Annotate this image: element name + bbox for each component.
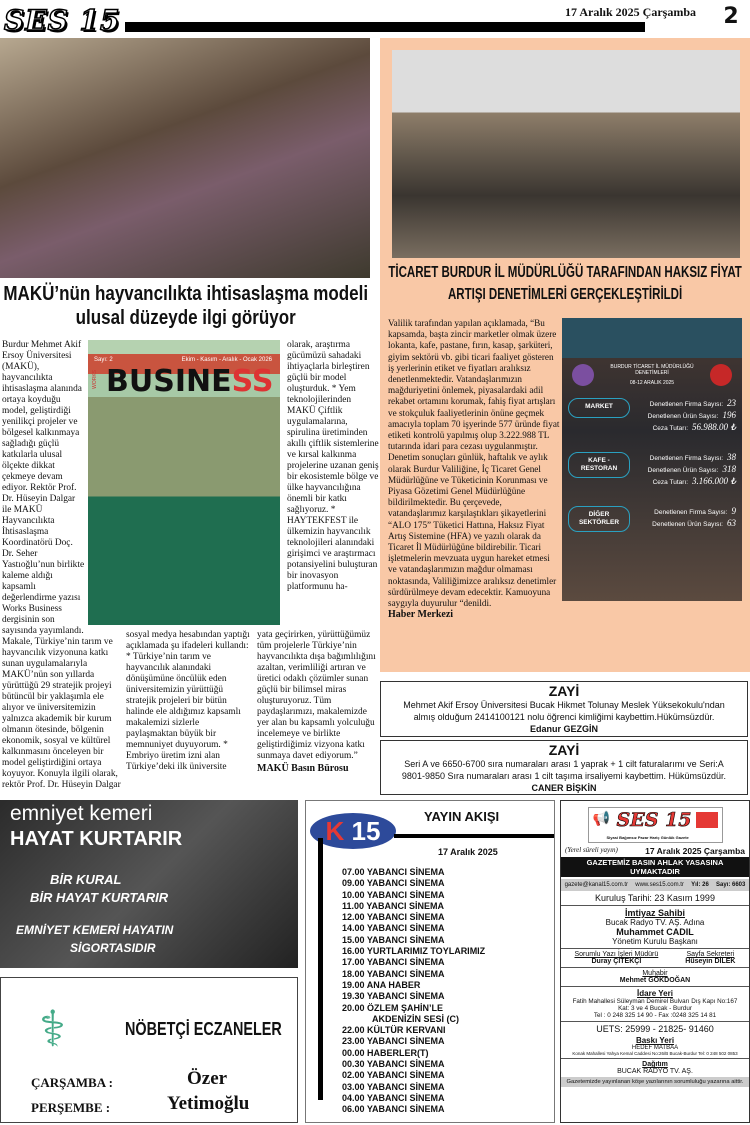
tv-program-item: 19.30 YABANCI SİNEMA [342, 991, 445, 1002]
story2-headline-box [384, 262, 746, 310]
store-photo [562, 318, 742, 358]
ad-line: emniyet kemeri [10, 802, 153, 825]
story1-headline-box [0, 282, 372, 332]
stat-row: Denetlenen Firma Sayısı: 38 [649, 452, 736, 462]
tv-program-item: 11.00 YABANCI SİNEMA [342, 900, 445, 911]
inspection-infographic [562, 318, 742, 601]
stat-row: Denetlenen Firma Sayısı: 9 [654, 506, 736, 516]
tv-program-item: 20.00 ÖZLEM ŞAHİN’LE [342, 1002, 444, 1013]
tv-program-item: 22.00 KÜLTÜR KERVANI [342, 1025, 446, 1036]
sector-other [568, 506, 736, 532]
tv-program-item: AKDENİZİN SESİ (C) [372, 1013, 460, 1024]
story2-text-wrap [388, 318, 560, 621]
story1-col3-wrap [257, 340, 379, 775]
tv-program-item: 19.00 ANA HABER [342, 979, 421, 990]
tv-program-item: 00.00 HABERLER(T) [342, 1047, 429, 1058]
masthead-box: 📢 SES 15 Siyasi Bağımsız Pazar Hariç Günlük Gazete (Yerel süreli yayın) 17 Aralık 2025 Çarşamba GAZETEMİZ BASIN AHLAK YASASINA UYMAKTADIR gazete@kanal15.com.tr www.ses15.com.tr Yıl: 26 Sayı: 6603 Kuruluş Tarihi: 23 Kasım 1999 İmtiyaz Sahibi Bucak Radyo TV. AŞ. Adına Muhammet CADIL Yönetim Kurulu Başkanı Sorumlu Yazı İşleri Müdürü Duray ÇİTEKÇİ Sayfa Sekreteri Hüseyin DİLEK Muhabir Mehmet GÖKDOĞAN İdare Yeri Fatih Mahallesi Süleyman Demirel Bulvarı Dış Kapı No:167 Kat: 3 ve 4 Bucak - Burdur Tel : 0 248 325 14 90 - Fax :0248 325 14 81 UETS: 25999 - 21825- 91460 Baskı Yeri HEDEF MATBAA Konak Mahallesi Yahya Kemal Caddesi No:26/B Bucak-Burdur Tel: 0 248 502 0853 Dağıtım BUCAK RADYO TV. AŞ. Gazetemizde yayınlanan köşe yazılarının sorumluluğu yazarına aittir. [560, 800, 750, 1123]
inspection-photo [392, 50, 740, 258]
stat-row: Denetlenen Ürün Sayısı: 63 [652, 518, 736, 528]
story2-headline: TİCARET BURDUR İL MÜDÜRLÜĞÜ TARAFINDAN HAKSIZ FİYAT ARTIŞI DENETİMLERİ GERÇEKLEŞTİRİLDİ [388, 264, 742, 303]
newspaper-logo: SES 15 [4, 4, 121, 37]
story1-headline: MAKÜ’nün hayvancılıkta ihtisaslaşma modeli ulusal düzeyde ilgi görüyor [3, 283, 369, 329]
magazine-months: Ekim - Kasım - Aralık - Ocak 2026 [181, 357, 272, 363]
stat-row: Ceza Tutarı: 3.166.000 ₺ [652, 476, 736, 486]
stat-row: Denetlenen Ürün Sayısı: 318 [647, 464, 736, 474]
notice-title: ZAYİ [548, 683, 580, 699]
ethics-banner: GAZETEMİZ BASIN AHLAK YASASINA UYMAKTADIR [561, 857, 749, 877]
group-photo [0, 38, 370, 278]
notice-name: Edanur GEZGİN [529, 724, 598, 734]
story1-col1-wrap [2, 340, 123, 791]
notice-title: ZAYİ [548, 742, 580, 758]
stat-row: Denetlenen Firma Sayısı: 23 [649, 398, 736, 408]
story2-byline: Haber Merkezi [388, 609, 454, 621]
page-number: 2 [723, 4, 739, 29]
lost-notice-1 [380, 681, 748, 737]
stat-row: Ceza Tutarı: 56.988.00 ₺ [652, 422, 736, 432]
megaphone-icon: 📢 [592, 810, 610, 826]
notice-text: Mehmet Akif Ersoy Üniversitesi Bucak Hikmet Tolunay Meslek Yüksekokulu'ndan almış olduğum 2414100121 nolu öğrenci kimliğimi kaybettim.Hükümsüzdür. [403, 700, 725, 722]
lost-notice-2 [380, 740, 748, 795]
ministry-seal-icon [710, 364, 732, 386]
tv-program-item: 02.00 YABANCI SİNEMA [342, 1070, 445, 1081]
pharmacy-day: PERŞEMBE : [31, 1100, 111, 1115]
ad-line: EMNİYET KEMERİ HAYATIN [16, 923, 174, 937]
ad-line: BİR HAYAT KURTARIR [30, 890, 169, 905]
infographic-title: BURDUR TİCARET İL MÜDÜRLÜĞÜ DENETİMLERİ [610, 364, 694, 376]
header-date: 17 Aralık 2025 Çarşamba [565, 5, 697, 19]
notice-name: CANER BİŞKİN [531, 783, 597, 793]
sector-market [568, 398, 736, 434]
tv-program-item: 10.00 YABANCI SİNEMA [342, 889, 445, 900]
pharmacy-name: Özer [187, 1068, 228, 1089]
masthead-footer: Gazetemizde yayınlanan köşe yazılarının sorumluluğu yazarına aittir. [561, 1077, 749, 1087]
story1-col1: Burdur Mehmet Akif Ersoy Üniversitesi (MAKÜ), hayvancılıkta ihtisaslaşma alanında ortaya koyduğu model, geliştirdiği yenilikçi projeler ve bölgesel kalkınmaya sağladığı güçlü katkılarla ulusal ölçekte dikkat çekmeye devam ediyor. Rektör Prof. Dr. Hüseyin Dalgar ile MAKÜ Hayvancılıkta İhtisaslaşma Koordinatörü Doç. Dr. Seher Yastıoğlu’nun birlikte kaleme aldığı kapsamlı değerlendirme yazısı Works Business dergisinin son sayısında yayımlandı. Makale, Türkiye’nin tarım ve hayvancılık vizyonuna katkı sunan uygulamalarıyla MAKÜ’nün son yıllarda yürüttüğü 29 stratejik projeyi bütüncül bir yaklaşımla ele alıyor ve üniversitemizin yalnızca akademik bir kurum olmanın ötesinde, bölgenin ekonomik, sosyal ve kültürel kalkınmasını önceleyen bir model geliştirdiğini ortaya koyuyor. Konuyla ilgili olarak, rektör Prof. Dr. Hüseyin Dalgar [2, 340, 121, 790]
tv-program-item: 16.00 YURTLARIMIZ TOYLARIMIZ [342, 946, 486, 957]
sector-pill: MARKET [568, 398, 630, 418]
magazine-brand: BUSINESS [106, 364, 274, 399]
ad-line: SİGORTASIDIR [70, 941, 156, 955]
turkish-flag-icon [696, 812, 718, 828]
sector-cafe [568, 452, 736, 488]
story1-col3a: olarak, araştırma gücümüzü sahadaki ihtiyaçlarla birleştiren güçlü bir model oluşturduk. * Yem teknolojilerinden MAKÜ Çiftlik uygulamalarına, spirulina üretiminden akıllı çiftlik sistemlerine ve kırsal kalkınma projelerine uzanan geniş bir ekosistemle bölge ve ülke hayvancılığına önemli bir katkı sağlıyoruz. * HAYTEKFEST ile ülkemizin hayvancılık teknolojileri alanındaki girişimci ve araştırmacı potansiyelini buluşturan bir inovasyon platformunu ha- [287, 340, 379, 592]
sector-list [568, 398, 736, 550]
tv-program-item: 17.00 YABANCI SİNEMA [342, 957, 445, 968]
tv-program-item: 18.00 YABANCI SİNEMA [342, 968, 445, 979]
pharmacy-name: Yetimoğlu [167, 1093, 250, 1114]
sector-pill: KAFE - RESTORAN [568, 452, 630, 478]
story1-col2: sosyal medya hesabından yaptığı açıklamada şu ifadeleri kullandı: * Türkiye’nin tarım ve hayvancılık alanındaki dönüşümüne öncülük eden üniversitemizin yürüttüğü stratejik projeleri bir bütün halinde ele aldığımız kapsamlı makalemizi sizlerle paylaşmaktan büyük bir memnuniyet duyuyorum. * Embriyo üretim izni alan Türkiye’deki ilk üniversite [126, 630, 250, 772]
magazine-side: WORKS [92, 370, 98, 389]
ad-line: BİR KURAL [50, 872, 122, 887]
infographic-dates: 08-12 ARALIK 2025 [629, 380, 675, 386]
tv-program-list [342, 867, 485, 1116]
story1-byline: MAKÜ Basın Bürosu [257, 763, 349, 774]
story1-col3b: yata geçirirken, yürüttüğümüz tüm projelerle Türkiye’nin hayvancılıkta dışa bağımlılığını azaltan, verimliliği artıran ve üretici odaklı çözümler sunan güçlü bir bilimsel miras oluşturuyoruz. Tüm paydaşlarımızı, makalemizde yer alan bu kapsamlı yolculuğu incelemeye ve birlikte geliştirdiğimiz vizyona katkı sunmaya davet ediyorum.” [257, 630, 376, 761]
masthead-logo: 📢 SES 15 Siyasi Bağımsız Pazar Hariç Günlük Gazete [588, 807, 723, 843]
tv-program-item: 14.00 YABANCI SİNEMA [342, 923, 445, 934]
stat-row: Denetlenen Ürün Sayısı: 196 [647, 410, 736, 420]
pharmacy-caduceus-icon: ⚕ [39, 1001, 67, 1057]
tv-program-item: 00.30 YABANCI SİNEMA [342, 1059, 445, 1070]
tv-title: YAYIN AKIŞI [424, 809, 500, 824]
tv-program-item: 23.00 YABANCI SİNEMA [342, 1036, 445, 1047]
pharmacy-title: NÖBETÇİ ECZANELER [125, 1019, 282, 1039]
header-rule [125, 22, 645, 32]
tv-program-item: 15.00 YABANCI SİNEMA [342, 934, 445, 945]
magazine-spacer [86, 340, 123, 630]
governorship-seal-icon [572, 364, 594, 386]
tv-date: 17 Aralık 2025 [438, 847, 498, 857]
notice-text: Seri A ve 6650-6700 sıra numaraları arası 1 yaprak + 1 cilt faturalarımı ve Seri:A 9801-9850 Sıra numaraları arası 1 cilt taşıma irsaliyemi kaybettim. Hükümsüzdür. [401, 759, 727, 781]
tv-program-item: 07.00 YABANCI SİNEMA [342, 867, 445, 877]
magazine-issue: Sayı: 2 [94, 357, 113, 363]
tv-program-item: 04.00 YABANCI SİNEMA [342, 1092, 445, 1103]
tv-program-item: 12.00 YABANCI SİNEMA [342, 912, 445, 923]
sector-pill: DİĞER SEKTÖRLER [568, 506, 630, 532]
pharmacy-box [0, 977, 298, 1123]
tv-schedule [305, 800, 555, 1123]
seatbelt-ad [0, 800, 298, 968]
tv-program-item: 06.00 YABANCI SİNEMA [342, 1104, 445, 1115]
ad-line: HAYAT KURTARIR [10, 828, 183, 850]
tv-program-item: 03.00 YABANCI SİNEMA [342, 1081, 445, 1092]
pharmacy-day: ÇARŞAMBA : [31, 1075, 113, 1090]
story2-text: Valilik tarafından yapılan açıklamada, “Bu kapsamda, başta zincir marketler olmak üzere lokanta, kafe, pastane, fırın, kasap, şarküteri, giyim sektörü vb. gibi ticari faaliyet gösteren iş yerlerinin etiket ve fiyatları aralıksız denetlenmektedir. Vatandaşlarımızın mağduriyetini önlemek, piyasalardaki adil rekabet ortamını korumak, fahiş fiyat artışları ve stokçuluk faaliyetlerinin önüne geçmek amacıyla toplam 70 işyerinde 577 üründe fiyat etiketi kontrolü yapılmış olup 3.222.988 TL tutarında idari para cezası uygulanmıştır. Denetim sonuçları günlük, haftalık ve aylık olarak Burdur Valiliğine, İç Ticaret Genel Müdürlüğüne ve Tüketicinin Korunması ve Piyasa Gözetimi Genel Müdürlüğüne bildirilmektedir. Bu çerçevede, vatandaşlarımız karşılaştıkları şikayetlerini “ALO 175” Tüketici Hattına, Haksız Fiyat Artış Sistemine (HFA) ve yazılı olarak da Ticaret İl Müdürlüğüne bildirebilir. Ticari işletmelerin mevzuata uygun hareket etmesi ve vatandaşlarımızın mağdur olmaması noktasında, Valiliğimizce aralıksız denetimler sürdürülmeye devam edecektir. Kamuoyuna saygıyla duyurulur “denildi. [388, 318, 560, 609]
k15-logo: K 15 [310, 813, 396, 849]
tv-program-item: 09.00 YABANCI SİNEMA [342, 878, 445, 889]
